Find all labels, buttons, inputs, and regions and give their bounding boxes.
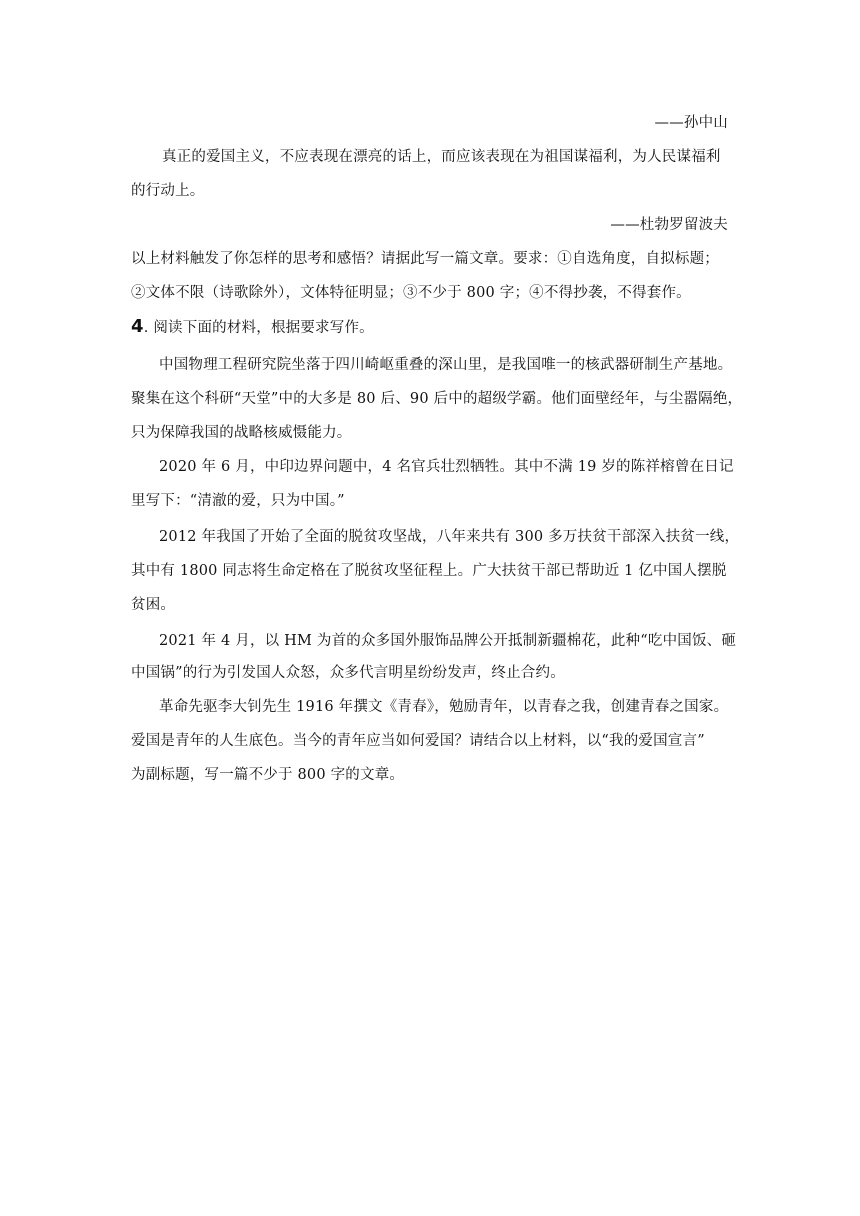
question-number: 4 (131, 316, 144, 337)
quote-line: 真正的爱国主义，不应表现在漂亮的话上，而应该表现在为祖国谋福利，为人民谋福利 (162, 149, 721, 165)
attribution-sun-zhongshan: ——孙中山 (654, 115, 728, 131)
paragraph-line: 革命先驱李大钊先生 1916 年撰文《青春》，勉励青年，以青春之我，创建青春之国家。 (159, 699, 729, 715)
paragraph-line: 聚集在这个科研“天堂”中的大多是 80 后、90 后中的超级学霸。他们面壁经年，与尘嚣隔绝， (131, 391, 743, 407)
paragraph-line: 2020 年 6 月，中印边界问题中，4 名官兵壮烈牺牲。其中不满 19 岁的陈祥榕曾在日记 (159, 459, 734, 475)
paragraph-line: 2012 年我国了开始了全面的脱贫攻坚战，八年来共有 300 多万扶贫干部深入扶贫一线， (159, 529, 740, 545)
paragraph-line: 里写下：“清澈的爱，只为中国。” (131, 493, 345, 509)
quote-line: 的行动上。 (131, 183, 205, 199)
paragraph-line: 爱国是青年的人生底色。当今的青年应当如何爱国？请结合以上材料，以“我的爱国宣言” (131, 733, 705, 749)
paragraph-line: 中国物理工程研究院坐落于四川崎岖重叠的深山里，是我国唯一的核武器研制生产基地。 (159, 357, 733, 373)
paragraph-line: 中国锅”的行为引发国人众怒，众多代言明星纷纷发声，终止合约。 (131, 665, 565, 681)
paragraph-line: 为副标题，写一篇不少于 800 字的文章。 (131, 767, 405, 783)
paragraph-line: 其中有 1800 同志将生命定格在了脱贫攻坚征程上。广大扶贫干部已帮助近 1 亿中国人摆脱 (131, 563, 727, 579)
question-title: . 阅读下面的材料，根据要求写作。 (143, 320, 374, 336)
paragraph-line: 只为保障我国的战略核威慑能力。 (131, 425, 352, 441)
question-4-heading (131, 317, 374, 338)
prompt-line: ②文体不限（诗歌除外），文体特征明显；③不少于 800 字；④不得抄袭，不得套作。 (131, 285, 691, 301)
paragraph-line: 2021 年 4 月，以 HM 为首的众多国外服饰品牌公开抵制新疆棉花，此种“吃中国饭、砸 (159, 633, 737, 649)
prompt-line: 以上材料触发了你怎样的思考和感悟？请据此写一篇文章。要求：①自选角度，自拟标题； (131, 251, 719, 267)
paragraph-line: 贫困。 (131, 597, 176, 613)
attribution-dobrolyubov: ——杜勃罗留波夫 (610, 217, 728, 233)
